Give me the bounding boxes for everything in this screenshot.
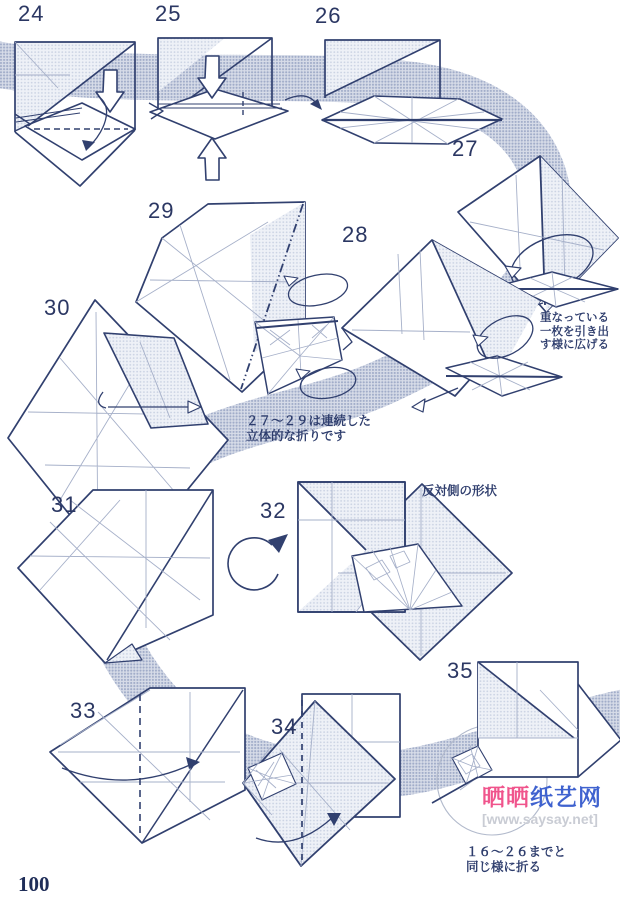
- step-33-label: 33: [70, 698, 97, 723]
- step-32-diagram: [298, 482, 512, 660]
- step-28-label: 28: [342, 222, 369, 247]
- rotate-icon: [228, 534, 288, 590]
- watermark-brand-blue: 纸艺网: [530, 784, 602, 810]
- sequence-note: [246, 414, 371, 444]
- caption-line: １６～２６までと: [466, 845, 567, 859]
- step-29-label: 29: [148, 198, 175, 223]
- caption-line: ２７～２９は連続した: [246, 414, 372, 428]
- watermark: [482, 786, 602, 826]
- step-31-label: 31: [51, 492, 78, 517]
- repeat-note: [466, 845, 566, 875]
- step-27-label: 27: [452, 136, 479, 161]
- caption-line: 重なっている: [540, 312, 609, 324]
- caption-line: す様に広げる: [540, 339, 609, 352]
- step-31-diagram: [18, 490, 213, 663]
- step-34-diagram: [243, 694, 400, 866]
- caption-line: 一枚を引き出: [540, 325, 609, 338]
- step-32-label: 32: [260, 498, 287, 523]
- watermark-site-url: [www.saysay.net]: [482, 811, 598, 827]
- watermark-brand-pink: 晒晒: [482, 784, 530, 810]
- reverse-side-note: [422, 484, 497, 499]
- step-24-label: 24: [18, 1, 45, 26]
- step-35-label: 35: [447, 658, 474, 683]
- caption-line: 反対側の形状: [422, 484, 498, 498]
- pull-out-note: [540, 312, 609, 353]
- step-30-label: 30: [44, 295, 71, 320]
- caption-line: 同じ様に折る: [466, 859, 542, 874]
- step-26-label: 26: [315, 3, 342, 28]
- pull-arrow-icon: [420, 388, 458, 404]
- push-arrow-icon: [198, 138, 226, 180]
- caption-line: 立体的な折りです: [246, 428, 347, 443]
- page-number: 100: [18, 872, 50, 896]
- step-25-label: 25: [155, 1, 182, 26]
- step-34-label: 34: [271, 714, 298, 739]
- watermark-brand: [482, 786, 602, 809]
